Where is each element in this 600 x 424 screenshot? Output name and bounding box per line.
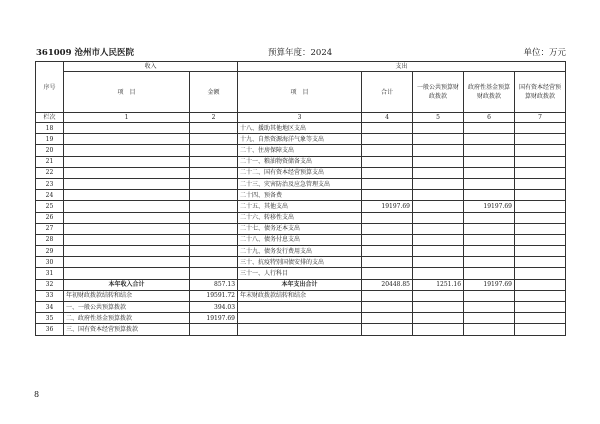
column-number-4: 4 — [362, 113, 413, 123]
state-capital-header: 国有资本经营预算财政拨款 — [515, 72, 566, 113]
expense-item: 二十七、债务还本支出 — [238, 223, 362, 234]
gov-fund-amount — [464, 268, 515, 279]
income-item — [64, 167, 190, 178]
general-budget-amount — [413, 324, 464, 335]
gov-fund-amount — [464, 190, 515, 201]
general-budget-amount — [413, 257, 464, 268]
row-seq: 27 — [36, 223, 64, 234]
general-budget-amount — [413, 167, 464, 178]
general-budget-amount — [413, 290, 464, 301]
expense-item: 年末财政拨款结转和结余 — [238, 290, 362, 301]
column-number-row — [36, 113, 566, 123]
table-row — [36, 324, 566, 335]
gov-fund-amount — [464, 178, 515, 189]
gov-fund-amount — [464, 145, 515, 156]
gov-fund-amount: 19197.69 — [464, 279, 515, 290]
income-amount — [190, 167, 238, 178]
state-capital-amount — [515, 167, 566, 178]
table-row — [36, 190, 566, 201]
table-row — [36, 279, 566, 290]
row-seq: 35 — [36, 313, 64, 324]
income-item — [64, 134, 190, 145]
row-seq: 19 — [36, 134, 64, 145]
row-seq: 32 — [36, 279, 64, 290]
table-row — [36, 212, 566, 223]
expense-item: 二十二、国有资本经营预算支出 — [238, 167, 362, 178]
income-item: 一、一般公共预算拨款 — [64, 302, 190, 313]
column-number-5: 5 — [413, 113, 464, 123]
state-capital-amount — [515, 324, 566, 335]
expense-item: 二十三、灾害防治及应急管理支出 — [238, 178, 362, 189]
general-budget-amount — [413, 234, 464, 245]
table-row — [36, 156, 566, 167]
table-row — [36, 246, 566, 257]
gov-fund-amount — [464, 167, 515, 178]
income-amount — [190, 201, 238, 212]
expense-total: 19197.69 — [362, 201, 413, 212]
table-row — [36, 223, 566, 234]
header-row-groups — [36, 62, 566, 72]
row-seq: 22 — [36, 167, 64, 178]
expense-total — [362, 313, 413, 324]
gov-fund-amount — [464, 290, 515, 301]
expense-total — [362, 324, 413, 335]
organization-code-name: 361009 沧州市人民医院 — [36, 48, 134, 58]
state-capital-amount — [515, 190, 566, 201]
table-row — [36, 290, 566, 301]
income-item — [64, 201, 190, 212]
income-amount — [190, 123, 238, 134]
expense-item: 二十、住房保障支出 — [238, 145, 362, 156]
row-seq: 24 — [36, 190, 64, 201]
expense-item: 二十一、粮油物资储备支出 — [238, 156, 362, 167]
gov-fund-amount: 19197.69 — [464, 201, 515, 212]
general-budget-amount — [413, 178, 464, 189]
state-capital-amount — [515, 178, 566, 189]
gov-fund-amount — [464, 134, 515, 145]
row-seq: 29 — [36, 246, 64, 257]
row-seq: 31 — [36, 268, 64, 279]
general-budget-amount — [413, 212, 464, 223]
expense-total — [362, 167, 413, 178]
expense-item — [238, 324, 362, 335]
column-number-label: 栏次 — [36, 113, 64, 123]
income-item — [64, 178, 190, 189]
total-header: 合计 — [362, 72, 413, 113]
general-budget-amount — [413, 145, 464, 156]
state-capital-amount — [515, 212, 566, 223]
expense-item: 二十五、其他支出 — [238, 201, 362, 212]
income-amount: 19591.72 — [190, 290, 238, 301]
row-seq: 30 — [36, 257, 64, 268]
gov-fund-amount — [464, 246, 515, 257]
column-number-2: 2 — [190, 113, 238, 123]
general-budget-amount — [413, 268, 464, 279]
state-capital-amount — [515, 234, 566, 245]
state-capital-amount — [515, 123, 566, 134]
income-item — [64, 223, 190, 234]
general-budget-amount — [413, 134, 464, 145]
income-item — [64, 145, 190, 156]
income-amount — [190, 223, 238, 234]
expense-item: 十八、援助其他地区支出 — [238, 123, 362, 134]
gov-fund-amount — [464, 313, 515, 324]
row-seq: 18 — [36, 123, 64, 134]
table-row — [36, 123, 566, 134]
income-item: 年初财政拨款结转和结余 — [64, 290, 190, 301]
row-seq: 21 — [36, 156, 64, 167]
row-seq: 26 — [36, 212, 64, 223]
income-item — [64, 268, 190, 279]
state-capital-amount — [515, 145, 566, 156]
expense-total — [362, 302, 413, 313]
income-amount — [190, 212, 238, 223]
income-amount — [190, 268, 238, 279]
gov-fund-amount — [464, 324, 515, 335]
expense-total — [362, 268, 413, 279]
table-row — [36, 268, 566, 279]
income-amount — [190, 257, 238, 268]
income-item — [64, 212, 190, 223]
gov-fund-amount — [464, 257, 515, 268]
expense-total — [362, 134, 413, 145]
page-number: 8 — [34, 390, 40, 399]
income-amount — [190, 234, 238, 245]
seq-header: 序号 — [36, 62, 64, 113]
income-item: 本年收入合计 — [64, 279, 190, 290]
income-item — [64, 246, 190, 257]
income-amount: 19197.69 — [190, 313, 238, 324]
expense-total — [362, 290, 413, 301]
income-item-header: 项 目 — [64, 72, 190, 113]
expense-total — [362, 257, 413, 268]
expense-item — [238, 313, 362, 324]
income-amount — [190, 145, 238, 156]
income-group-header: 收入 — [64, 62, 238, 72]
row-seq: 23 — [36, 178, 64, 189]
income-item — [64, 156, 190, 167]
general-budget-amount — [413, 190, 464, 201]
general-budget-amount — [413, 156, 464, 167]
income-item — [64, 234, 190, 245]
income-item — [64, 257, 190, 268]
state-capital-amount — [515, 134, 566, 145]
income-item — [64, 190, 190, 201]
table-row — [36, 201, 566, 212]
gov-fund-amount — [464, 234, 515, 245]
table-row — [36, 178, 566, 189]
general-budget-header: 一般公共预算财政拨款 — [413, 72, 464, 113]
state-capital-amount — [515, 223, 566, 234]
general-budget-amount — [413, 302, 464, 313]
general-budget-amount — [413, 246, 464, 257]
general-budget-amount — [413, 223, 464, 234]
general-budget-amount — [413, 201, 464, 212]
table-row — [36, 145, 566, 156]
expense-item-header: 项 目 — [238, 72, 362, 113]
state-capital-amount — [515, 246, 566, 257]
expense-item — [238, 302, 362, 313]
row-seq: 34 — [36, 302, 64, 313]
expense-item: 十九、自然资源海洋气象等支出 — [238, 134, 362, 145]
table-row — [36, 134, 566, 145]
column-number-6: 6 — [464, 113, 515, 123]
expense-group-header: 支出 — [238, 62, 566, 72]
expense-total — [362, 123, 413, 134]
state-capital-amount — [515, 279, 566, 290]
income-amount — [190, 178, 238, 189]
table-row — [36, 302, 566, 313]
table-row — [36, 234, 566, 245]
income-amount: 394.03 — [190, 302, 238, 313]
gov-fund-amount — [464, 123, 515, 134]
expense-total — [362, 246, 413, 257]
general-budget-amount: 1251.16 — [413, 279, 464, 290]
row-seq: 33 — [36, 290, 64, 301]
income-amount-header: 金额 — [190, 72, 238, 113]
expense-item: 二十九、债务发行费用支出 — [238, 246, 362, 257]
state-capital-amount — [515, 290, 566, 301]
general-budget-amount — [413, 123, 464, 134]
gov-fund-amount — [464, 212, 515, 223]
income-amount — [190, 156, 238, 167]
state-capital-amount — [515, 257, 566, 268]
column-number-3: 3 — [238, 113, 362, 123]
general-budget-amount — [413, 313, 464, 324]
expense-total: 20448.85 — [362, 279, 413, 290]
expense-total — [362, 223, 413, 234]
income-amount — [190, 324, 238, 335]
row-seq: 25 — [36, 201, 64, 212]
expense-item: 三十、抗疫特别国债安排的支出 — [238, 257, 362, 268]
header-row-columns — [36, 72, 566, 113]
currency-unit: 单位：万元 — [523, 48, 566, 58]
income-item: 三、国有资本经营预算拨款 — [64, 324, 190, 335]
expense-item: 二十六、转移性支出 — [238, 212, 362, 223]
state-capital-amount — [515, 201, 566, 212]
budget-table — [35, 61, 566, 336]
state-capital-amount — [515, 268, 566, 279]
state-capital-amount — [515, 302, 566, 313]
income-item: 二、政府性基金预算拨款 — [64, 313, 190, 324]
column-number-1: 1 — [64, 113, 190, 123]
income-amount — [190, 246, 238, 257]
income-amount — [190, 190, 238, 201]
column-number-7: 7 — [515, 113, 566, 123]
income-item — [64, 123, 190, 134]
gov-fund-amount — [464, 223, 515, 234]
expense-total — [362, 234, 413, 245]
expense-item: 三十一、人行科目 — [238, 268, 362, 279]
gov-fund-header: 政府性基金预算财政拨款 — [464, 72, 515, 113]
row-seq: 36 — [36, 324, 64, 335]
expense-total — [362, 190, 413, 201]
state-capital-amount — [515, 156, 566, 167]
income-amount: 857.13 — [190, 279, 238, 290]
expense-item: 本年支出合计 — [238, 279, 362, 290]
expense-total — [362, 212, 413, 223]
gov-fund-amount — [464, 156, 515, 167]
row-seq: 28 — [36, 234, 64, 245]
expense-total — [362, 156, 413, 167]
table-row — [36, 257, 566, 268]
table-row — [36, 313, 566, 324]
gov-fund-amount — [464, 302, 515, 313]
expense-total — [362, 178, 413, 189]
expense-item: 二十八、债务付息支出 — [238, 234, 362, 245]
table-row — [36, 167, 566, 178]
state-capital-amount — [515, 313, 566, 324]
income-amount — [190, 134, 238, 145]
expense-item: 二十四、预备费 — [238, 190, 362, 201]
row-seq: 20 — [36, 145, 64, 156]
expense-total — [362, 145, 413, 156]
budget-year: 预算年度：2024 — [268, 48, 333, 58]
